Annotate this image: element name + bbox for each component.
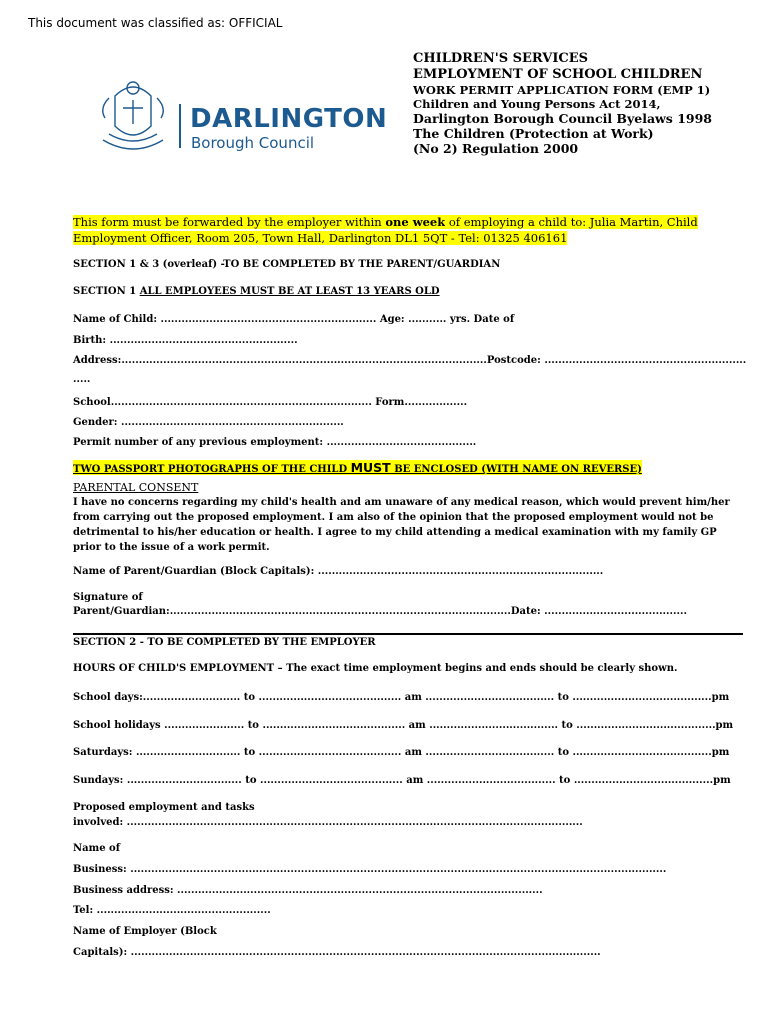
intro-part-2: of employing a child to: Julia Martin, Child Employment Officer, Room 205, Town Hall, Darlington DL1 5QT - Tel: 01325 406161: [73, 215, 698, 245]
section-2-heading: SECTION 2 - TO BE COMPLETED BY THE EMPLOYER: [73, 637, 376, 648]
hours-school-days[interactable]: School days:............................ to ......................................... am ..................................... to ........................................pm: [73, 692, 730, 703]
business-name-label: Name of: [73, 843, 121, 854]
birth-field[interactable]: Birth: ......................................................: [73, 335, 298, 346]
header-line-7: (No 2) Regulation 2000: [413, 141, 579, 157]
hours-saturdays[interactable]: Saturdays: .............................. to ......................................... am ..................................... to ........................................pm: [73, 747, 730, 758]
classification-label: This document was classified as: OFFICIAL: [28, 16, 283, 30]
parental-consent-text: I have no concerns regarding my child's health and am unaware of any medical reason, which would prevent him/her from carrying out the proposed employment. I am also of the opinion that the proposed employment would not be detrimental to his/her education or health. I agree to my child attending a medical examination with my family GP prior to the issue of a work permit.: [73, 497, 730, 553]
signature-label: Signature of: [73, 592, 143, 603]
form-header: [413, 51, 712, 157]
tasks-field[interactable]: involved: ...................................................................................................................................: [73, 817, 583, 828]
business-name-field[interactable]: Business: ..........................................................................................................................................................: [73, 864, 667, 875]
parental-consent-heading: PARENTAL CONSENT: [73, 481, 199, 494]
header-line-3: WORK PERMIT APPLICATION FORM (EMP 1): [413, 82, 711, 97]
employer-name-field[interactable]: Capitals): .......................................................................................................................................: [73, 947, 601, 958]
header-line-6: The Children (Protection at Work): [413, 126, 654, 141]
address-field[interactable]: Address:.........................................................................................................Postcode: ..........................................................: [73, 355, 747, 366]
photo-part-2: BE ENCLOSED (WITH NAME ON REVERSE): [390, 464, 642, 475]
child-name-field[interactable]: Name of Child: .............................................................. Age: ........... yrs. Date of: [73, 314, 515, 325]
photo-part-1: TWO PASSPORT PHOTOGRAPHS OF THE CHILD: [73, 464, 351, 475]
tasks-label: Proposed employment and tasks: [73, 802, 255, 813]
hours-sundays[interactable]: Sundays: ................................. to ......................................... am ..................................... to ........................................pm: [73, 775, 731, 786]
business-address-field[interactable]: Business address: .........................................................................................................: [73, 885, 543, 896]
header-line-1: CHILDREN'S SERVICES: [413, 51, 589, 66]
address-continuation: .....: [73, 374, 91, 385]
intro-part-1: This form must be forwarded by the employer within: [73, 215, 386, 229]
header-line-2: EMPLOYMENT OF SCHOOL CHILDREN: [413, 66, 703, 82]
parent-name-field[interactable]: Name of Parent/Guardian (Block Capitals): ..................................................................................: [73, 566, 604, 577]
photo-must: MUST: [350, 460, 391, 475]
section-1-heading: [73, 286, 440, 297]
intro-bold: one week: [385, 215, 446, 229]
tel-field[interactable]: Tel: ..................................................: [73, 905, 271, 916]
header-line-5: Darlington Borough Council Byelaws 1998: [413, 110, 712, 126]
hours-school-holidays[interactable]: School holidays ....................... to ......................................... am ..................................... to ........................................pm: [73, 720, 734, 731]
school-field[interactable]: School........................................................................... Form..................: [73, 397, 468, 408]
section-1-underlined: ALL EMPLOYEES MUST BE AT LEAST 13 YEARS OLD: [139, 286, 440, 297]
section-1-prefix: SECTION 1: [73, 286, 140, 297]
logo-name: DARLINGTON: [190, 104, 388, 134]
section-divider: [73, 633, 743, 635]
intro-instruction: [73, 214, 723, 246]
section-1-3-heading: SECTION 1 & 3 (overleaf) -TO BE COMPLETED BY THE PARENT/GUARDIAN: [73, 259, 501, 270]
photo-requirement: [73, 460, 642, 475]
hours-heading: HOURS OF CHILD'S EMPLOYMENT – The exact time employment begins and ends should be clearly shown.: [73, 663, 678, 674]
signature-date-field[interactable]: Parent/Guardian:..................................................................................................Date: .........................................: [73, 606, 687, 617]
header-line-4: Children and Young Persons Act 2014,: [413, 96, 661, 111]
employer-name-label: Name of Employer (Block: [73, 926, 217, 937]
gender-field[interactable]: Gender: ................................................................: [73, 417, 344, 428]
logo-subtitle: Borough Council: [191, 134, 315, 152]
permit-field[interactable]: Permit number of any previous employment: ...........................................: [73, 437, 477, 448]
